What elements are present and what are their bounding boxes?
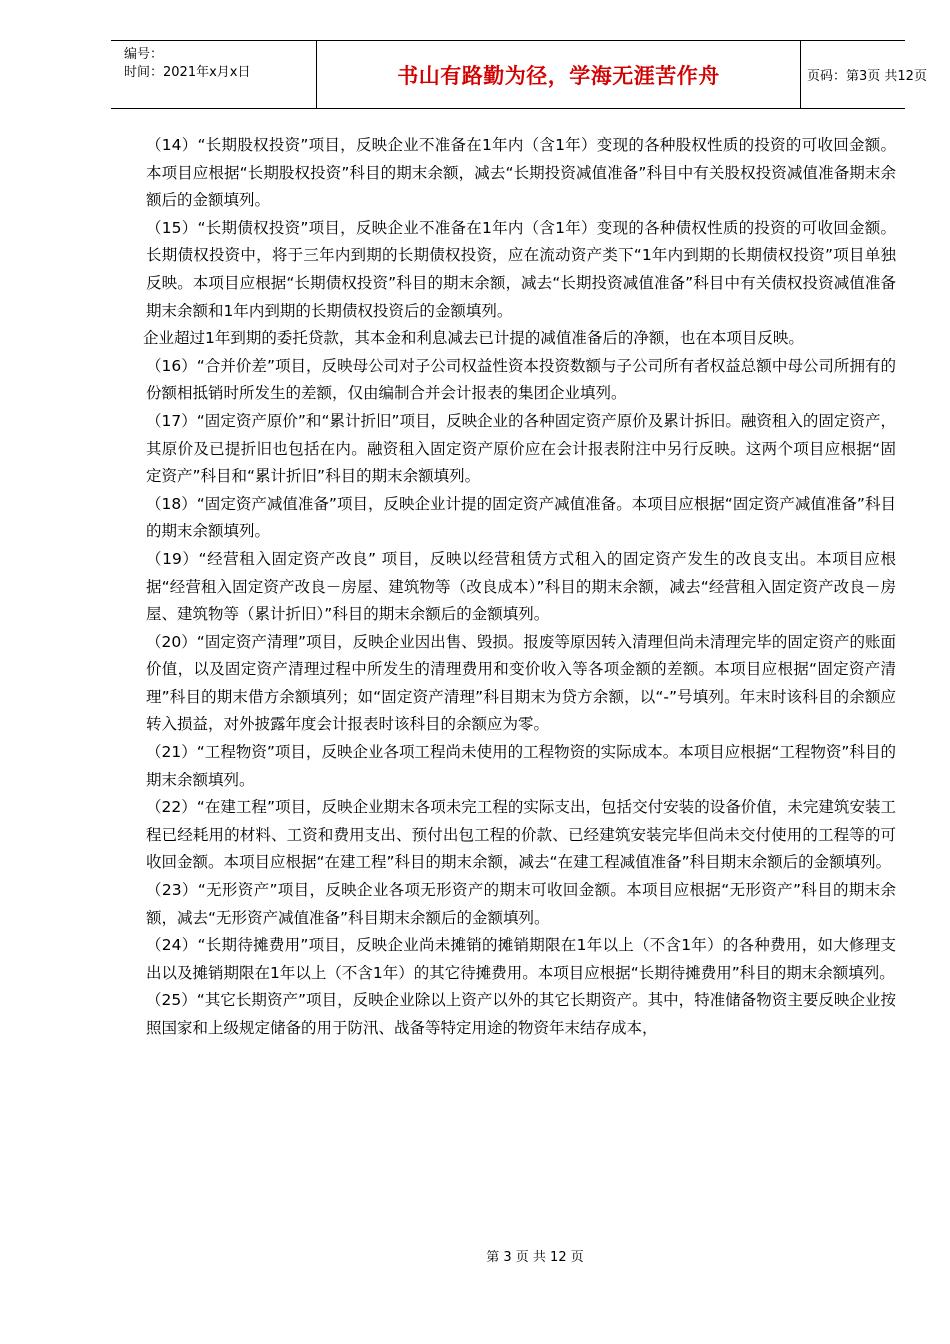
document-body <box>143 132 896 1043</box>
page-footer <box>0 1246 950 1265</box>
paragraph-20: （20）“固定资产清理”项目，反映企业因出售、毁损。报废等原因转入清理但尚未清理完毕的固定资产的账面价值，以及固定资产清理过程中所发生的清理费用和变价收入等各项金额的差额。本项目应根据“固定资产清理”科目的期末借方余额填列；如“固定资产清理”科目期末为贷方余额，以“-”号填列。年末时该科目的余额应转入损益，对外披露年度会计报表时该科目的余额应为零。 <box>146 632 896 734</box>
time-label: 时间：2021年x月x日 <box>124 65 251 80</box>
page-header <box>111 40 927 109</box>
header-page-cell <box>801 41 927 108</box>
paragraph-14: （14）“长期股权投资”项目，反映企业不准备在1年内（含1年）变现的各种股权性质的投资的可收回金额。本项目应根据“长期股权投资”科目的期末余额，减去“长期投资减值准备”科目中有关股权投资减值准备期末余额后的金额填列。 <box>146 136 896 210</box>
paragraph-16: （16）“合并价差”项目，反映母公司对子公司权益性资本投资数额与子公司所有者权益总额中母公司所拥有的份额相抵销时所发生的差额，仅由编制合并会计报表的集团企业填列。 <box>146 356 896 403</box>
paragraph-25: （25）“其它长期资产”项目，反映企业除以上资产以外的其它长期资产。其中，特准储备物资主要反映企业按照国家和上级规定储备的用于防汛、战备等特定用途的物资年末结存成本， <box>146 991 896 1037</box>
header-motto-cell <box>316 41 801 108</box>
paragraph-15: （15）“长期债权投资”项目，反映企业不准备在1年内（含1年）变现的各种债权性质的投资的可收回金额。长期债权投资中，将于三年内到期的长期债权投资，应在流动资产类下“1年内到期的长期债权投资”项目单独反映。本项目应根据“长期债权投资”科目的期末余额，减去“长期投资减值准备”科目中有关债权投资减值准备期末余额和1年内到期的长期债权投资后的金额填列。 <box>146 218 896 320</box>
paragraph-23: （23）“无形资产”项目，反映企业各项无形资产的期末可收回金额。本项目应根据“无形资产”科目的期末余额，减去“无形资产减值准备”科目期末余额后的金额填列。 <box>146 881 896 927</box>
footer-page-number: 第 3 页 共 12 页 <box>486 1250 584 1265</box>
serial-label: 编号： <box>124 47 164 62</box>
header-meta <box>111 41 316 108</box>
paragraph-15-note: 企业超过1年到期的委托贷款，其本金和利息减去已计提的减值准备后的净额，也在本项目反映。 <box>143 329 804 348</box>
paragraph-24: （24）“长期待摊费用”项目，反映企业尚未摊销的摊销期限在1年以上（不含1年）的各种费用，如大修理支出以及摊销期限在1年以上（不含1年）的其它待摊费用。本项目应根据“长期待摊费用”科目的期末余额填列。 <box>146 936 896 982</box>
paragraph-18: （18）“固定资产减值准备”项目，反映企业计提的固定资产减值准备。本项目应根据“固定资产减值准备”科目的期末余额填列。 <box>146 494 896 541</box>
paragraph-19: （19）“经营租入固定资产改良” 项目，反映以经营租赁方式租入的固定资产发生的改良支出。本项目应根据“经营租入固定资产改良－房屋、建筑物等（改良成本）”科目的期末余额，减去“经营租入固定资产改良－房屋、建筑物等（累计折旧）”科目的期末余额后的金额填列。 <box>146 549 896 624</box>
page-info: 页码：第3页 共12页 <box>807 69 927 84</box>
paragraph-22: （22）“在建工程”项目，反映企业期末各项未完工程的实际支出，包括交付安装的设备价值，未完建筑安装工程已经耗用的材料、工资和费用支出、预付出包工程的价款、已经建筑安装完毕但尚未交付使用的工程等的可收回金额。本项目应根据“在建工程”科目的期末余额，减去“在建工程减值准备”科目期末余额后的金额填列。 <box>146 798 896 872</box>
motto-text: 书山有路勤为径，学海无涯苦作舟 <box>397 63 720 88</box>
paragraph-17: （17）“固定资产原价”和“累计折旧”项目，反映企业的各种固定资产原价及累计拆旧。融资租入的固定资产，其原价及已提折旧也包括在内。融资租入固定资产原价应在会计报表附注中另行反映。这两个项目应根据“固定资产”科目和“累计折旧”科目的期末余额填列。 <box>146 411 896 486</box>
paragraph-21: （21）“工程物资”项目，反映企业各项工程尚未使用的工程物资的实际成本。本项目应根据“工程物资”科目的期末余额填列。 <box>146 743 896 789</box>
